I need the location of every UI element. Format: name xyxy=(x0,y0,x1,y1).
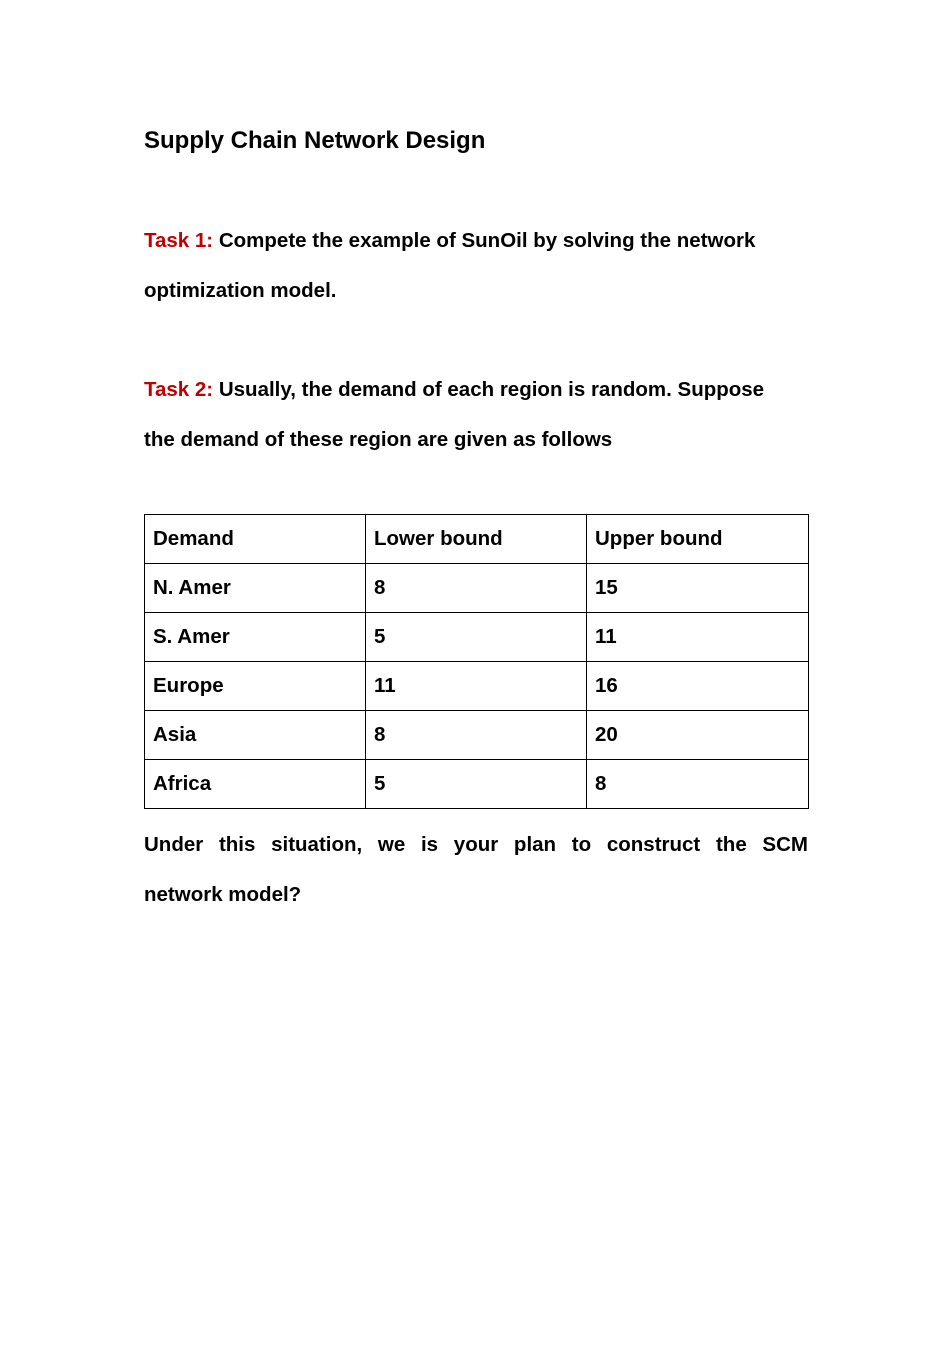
region-cell: Asia xyxy=(145,711,366,760)
lower-bound-cell: 5 xyxy=(366,613,587,662)
table-row xyxy=(145,662,809,711)
upper-bound-cell: 11 xyxy=(587,613,809,662)
task-2-line-2: the demand of these region are given as follows xyxy=(144,428,613,451)
table-row xyxy=(145,760,809,809)
task-1-label: Task 1: xyxy=(144,229,214,252)
table-row xyxy=(145,711,809,760)
task-1-text: Compete the example of SunOil by solving the network xyxy=(213,229,756,252)
task-1-line-2: optimization model. xyxy=(144,279,337,302)
task-2-line-1 xyxy=(144,365,808,415)
lower-bound-cell: 5 xyxy=(366,760,587,809)
region-cell: Europe xyxy=(145,662,366,711)
region-cell: N. Amer xyxy=(145,564,366,613)
task-2-label: Task 2: xyxy=(144,378,214,401)
task-1-line-1 xyxy=(144,216,808,266)
lower-bound-cell: 11 xyxy=(366,662,587,711)
upper-bound-cell: 8 xyxy=(587,760,809,809)
task-2-paragraph xyxy=(144,365,808,465)
task-1-paragraph xyxy=(144,216,808,316)
task-2-text: Usually, the demand of each region is random. Suppose xyxy=(213,378,765,401)
closing-line-1: Under this situation, we is your plan to construct the SCM xyxy=(144,833,808,856)
header-upper-bound: Upper bound xyxy=(587,515,809,564)
table-row xyxy=(145,564,809,613)
header-lower-bound: Lower bound xyxy=(366,515,587,564)
closing-paragraph xyxy=(144,820,808,920)
table-row xyxy=(145,613,809,662)
upper-bound-cell: 15 xyxy=(587,564,809,613)
demand-table xyxy=(144,514,809,809)
region-cell: Africa xyxy=(145,760,366,809)
upper-bound-cell: 16 xyxy=(587,662,809,711)
header-demand: Demand xyxy=(145,515,366,564)
closing-line-2: network model? xyxy=(144,883,302,906)
page-title: Supply Chain Network Design xyxy=(144,127,486,154)
region-cell: S. Amer xyxy=(145,613,366,662)
lower-bound-cell: 8 xyxy=(366,711,587,760)
table-header-row xyxy=(145,515,809,564)
upper-bound-cell: 20 xyxy=(587,711,809,760)
lower-bound-cell: 8 xyxy=(366,564,587,613)
